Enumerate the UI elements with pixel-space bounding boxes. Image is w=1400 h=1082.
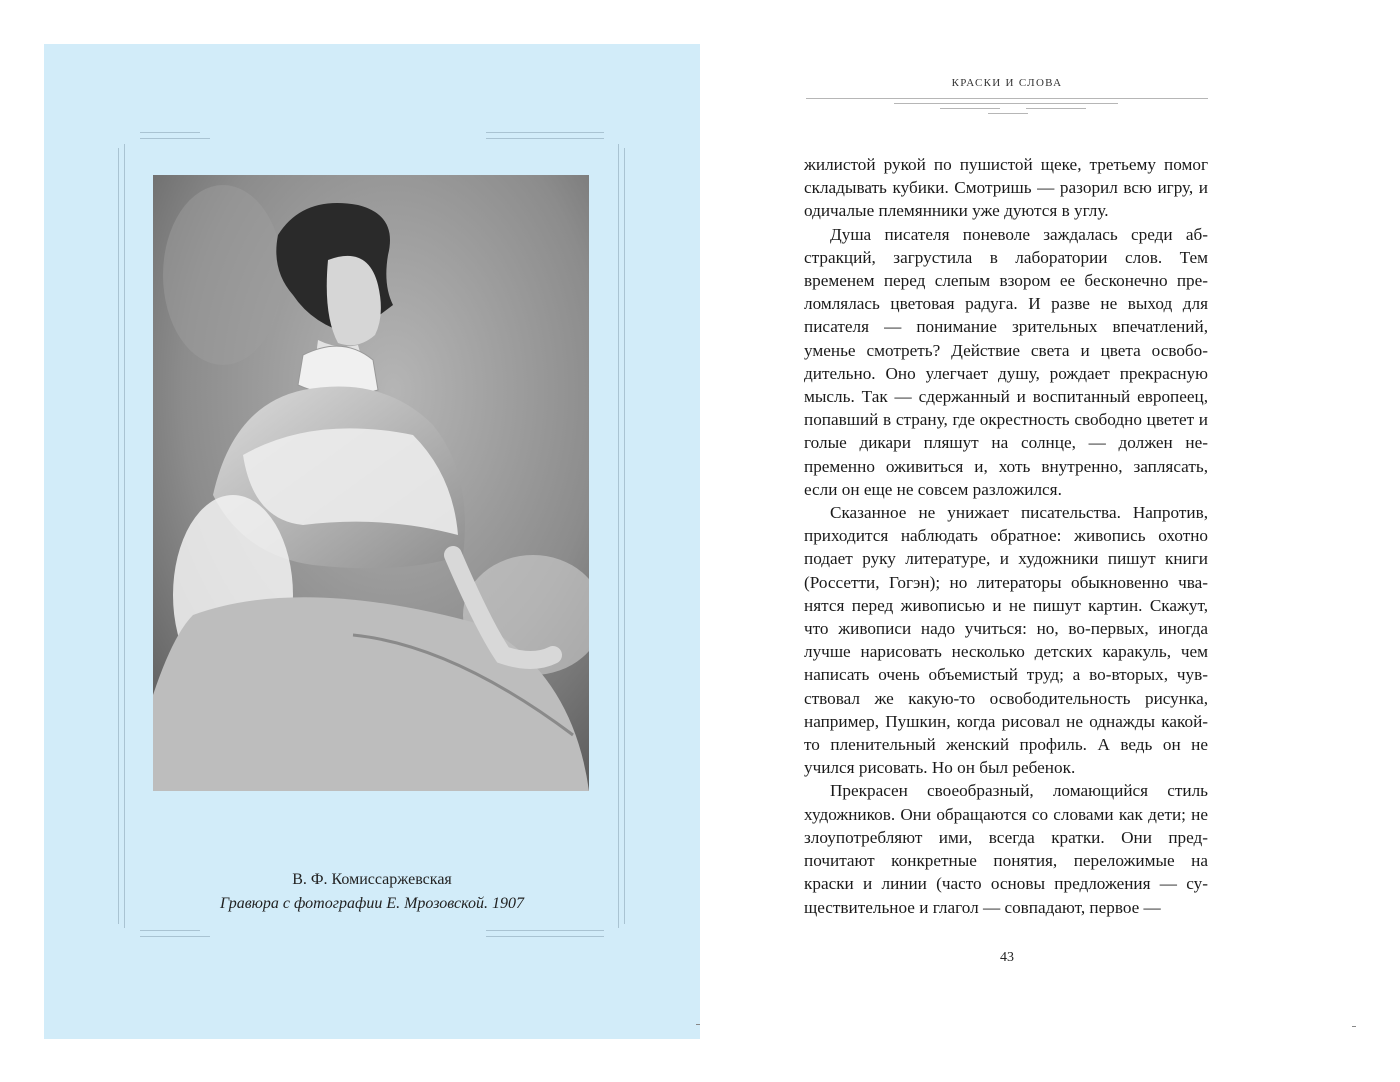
crop-mark xyxy=(696,1024,700,1025)
header-rule-ornament-1 xyxy=(894,103,1118,104)
portrait-illustration xyxy=(153,175,589,791)
frame-line-bottom-left-2 xyxy=(140,936,210,937)
frame-line-right-1 xyxy=(618,144,619,928)
paragraph: Душа писателя поневоле заждалась среди абстракций, загрустила в лаборатории слов. Тем временем перед слепым взором ее бесконечно преломлялась цветовая радуга. И разве не выход для писателя — понимание зрительных впечатлений, уменье смотреть? Действие света и цвета освободительно. Оно улегчает душу, рождает прекрасную мысль. Так — сдержанный и воспитанный европеец, попавший в страну, где окрестность свободно цветет и голые дикари пляшут на солнце, — должен непременно оживиться и, хоть внутренно, заплясать, если он еще не совсем разложился. xyxy=(804,224,1208,499)
frame-line-top-right-2 xyxy=(486,138,604,139)
running-head: КРАСКИ И СЛОВА xyxy=(951,77,1063,89)
header-rule-ornament-2 xyxy=(940,108,1000,109)
frame-line-bottom-right-2 xyxy=(486,936,604,937)
body-text xyxy=(804,153,1208,919)
crop-mark xyxy=(1352,1026,1356,1027)
left-page-illustration-panel xyxy=(44,44,700,1039)
illustration-caption xyxy=(154,868,590,916)
caption-subject-name: В. Ф. Комиссаржевская xyxy=(292,871,452,888)
frame-line-bottom-left-1 xyxy=(140,930,200,931)
frame-line-left-2 xyxy=(124,144,125,928)
paragraph: Сказанное не унижает писательства. Напротив, приходится наблюдать обратное: живопись охотно подает руку литературе, и художники пишут книги (Россетти, Гогэн); но литераторы обыкновенно чванятся перед живописью и не пишут картин. Скажут, что живописи надо учиться: но, во-первых, иногда лучше нарисовать несколько детских каракуль, чем написать очень объемистый труд; а во-вторых, чувствовал же какую-то освободительность рисунка, например, Пушкин, когда рисовал не однажды какой-то пленительный женский профиль. А ведь он не учился рисовать. Но он был ребенок. xyxy=(804,503,1208,778)
frame-line-top-right-1 xyxy=(486,132,604,133)
frame-line-top-left-1 xyxy=(140,132,200,133)
caption-source: Гравюра с фотографии Е. Мрозовской. 1907 xyxy=(220,895,524,912)
portrait-photograph xyxy=(153,175,589,791)
frame-line-right-2 xyxy=(624,148,625,924)
header-rule-ornament-4 xyxy=(988,113,1028,114)
frame-line-top-left-2 xyxy=(140,138,210,139)
paragraph: Прекрасен своеобразный, ломающийся стиль художников. Они обращаются со словами как дети; не злоупотребляют ими, всегда кратки. Они предпочитают конкретные понятия, переложимые на краски и линии (часто основы предложения — существительное и глагол — совпадают, первое — xyxy=(804,781,1208,917)
frame-line-bottom-right-1 xyxy=(486,930,604,931)
header-rule-ornament-3 xyxy=(1026,108,1086,109)
paragraph-continued: жилистой рукой по пушистой щеке, третьему помог складывать кубики. Смотришь — разорил всю игру, и одичалые племянники уже дуются в углу. xyxy=(804,155,1208,221)
frame-line-left-1 xyxy=(118,148,119,924)
header-rule-main xyxy=(806,98,1208,99)
page-number: 43 xyxy=(1000,950,1014,965)
